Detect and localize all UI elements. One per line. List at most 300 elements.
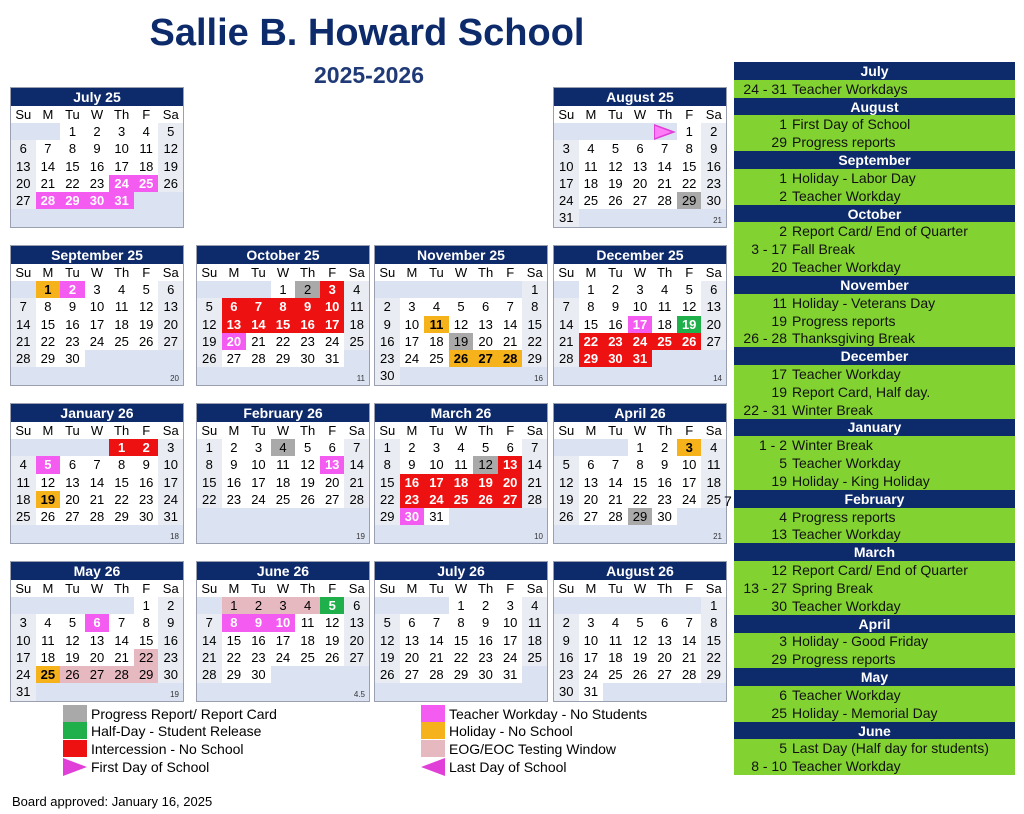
empty-day: [498, 508, 523, 525]
week-row: [11, 649, 183, 666]
calendar-day: 15: [449, 632, 474, 649]
calendar-day: 2: [554, 614, 579, 631]
month-calendar: [374, 245, 548, 386]
weekday-label: Sa: [348, 581, 365, 596]
calendar-day: 21: [652, 175, 677, 192]
empty-day: [375, 597, 400, 614]
legend-half-day: [63, 722, 261, 739]
calendar-day: 12: [375, 632, 400, 649]
instructional-day-count: 21: [713, 532, 722, 541]
calendar-day: 28: [109, 666, 134, 683]
legend-testing: [421, 740, 616, 757]
calendar-day: 23: [603, 333, 628, 350]
calendar-day: 17: [320, 316, 345, 333]
calendar-day: 16: [701, 158, 726, 175]
instructional-day-count: 18: [170, 532, 179, 541]
weekday-header: [197, 422, 369, 439]
week-row: [375, 508, 547, 525]
calendar-day: 5: [554, 456, 579, 473]
calendar-day: 17: [579, 649, 604, 666]
calendar-day: 3: [271, 597, 296, 614]
week-row: [11, 298, 183, 315]
week-row: [375, 491, 547, 508]
calendar-day: 13: [701, 298, 726, 315]
calendar-day: 10: [109, 140, 134, 157]
calendar-day: 8: [628, 456, 653, 473]
empty-day: [677, 597, 702, 614]
empty-day: [246, 508, 271, 525]
calendar-day: 25: [271, 491, 296, 508]
week-row: [197, 597, 369, 614]
calendar-day: 20: [60, 491, 85, 508]
weekday-label: Tu: [429, 581, 444, 596]
empty-day: [60, 209, 85, 226]
week-row: [375, 439, 547, 456]
calendar-day: 25: [344, 333, 369, 350]
event-row: [734, 650, 1015, 668]
empty-day: [449, 367, 474, 384]
weekday-label: Su: [15, 581, 32, 596]
event-row: [734, 365, 1015, 383]
calendar-day: 23: [554, 666, 579, 683]
calendar-day: 1: [677, 123, 702, 140]
week-row: [554, 367, 726, 384]
empty-day: [271, 508, 296, 525]
calendar-day: 1: [701, 597, 726, 614]
weekday-label: F: [685, 581, 694, 596]
event-label: Progress reports: [792, 508, 896, 525]
empty-day: [424, 597, 449, 614]
calendar-day: 20: [222, 333, 247, 350]
event-label: Teacher Workdays: [792, 80, 908, 97]
calendar-day: 28: [522, 491, 547, 508]
empty-day: [677, 525, 702, 542]
event-row: [734, 169, 1015, 187]
weekday-label: Sa: [526, 581, 543, 596]
weekday-label: Su: [558, 581, 575, 596]
calendar-day: 5: [603, 140, 628, 157]
week-row: [375, 367, 547, 384]
week-row: [197, 525, 369, 542]
empty-day: [522, 683, 547, 700]
month-heading: October: [734, 205, 1015, 223]
weekday-label: M: [228, 581, 240, 596]
calendar-day: 9: [246, 614, 271, 631]
empty-day: [652, 367, 677, 384]
weekday-label: W: [90, 581, 104, 596]
month-heading: May: [734, 668, 1015, 686]
calendar-day: 14: [554, 316, 579, 333]
month-heading: June: [734, 722, 1015, 740]
event-row: [734, 383, 1015, 401]
calendar-day: 31: [628, 350, 653, 367]
event-date: 2: [779, 187, 787, 204]
calendar-day: 4: [603, 614, 628, 631]
calendar-day: 21: [85, 491, 110, 508]
calendar-day: 20: [11, 175, 36, 192]
empty-day: [295, 683, 320, 700]
week-row: [11, 597, 183, 614]
weekday-label: Th: [478, 423, 494, 438]
calendar-day: 16: [603, 316, 628, 333]
weekday-label: Th: [300, 423, 316, 438]
calendar-day: 30: [375, 367, 400, 384]
calendar-day: 9: [652, 456, 677, 473]
calendar-day: 21: [36, 175, 61, 192]
week-row: [554, 474, 726, 491]
calendar-day: 29: [36, 350, 61, 367]
calendar-day: 15: [677, 158, 702, 175]
empty-day: [11, 209, 36, 226]
calendar-day: 11: [424, 316, 449, 333]
week-row: [554, 666, 726, 683]
calendar-day: 27: [11, 192, 36, 209]
empty-day: [60, 367, 85, 384]
calendar-day: 28: [36, 192, 61, 209]
calendar-day: 20: [628, 175, 653, 192]
month-heading: March: [734, 543, 1015, 561]
empty-day: [320, 525, 345, 542]
calendar-day: 5: [134, 281, 159, 298]
calendar-day: 26: [603, 192, 628, 209]
weekday-header: [197, 264, 369, 281]
event-row: [734, 633, 1015, 651]
empty-day: [222, 367, 247, 384]
empty-day: [271, 666, 296, 683]
calendar-day: 16: [158, 632, 183, 649]
calendar-day: 6: [320, 439, 345, 456]
month-title: July 25: [11, 88, 183, 106]
event-label: Holiday - Memorial Day: [792, 704, 938, 721]
calendar-day: 22: [522, 333, 547, 350]
calendar-day: 24: [158, 491, 183, 508]
empty-day: [222, 683, 247, 700]
month-calendar: [374, 561, 548, 702]
calendar-day: 19: [320, 632, 345, 649]
calendar-day: 10: [579, 632, 604, 649]
calendar-day: 24: [11, 666, 36, 683]
event-date: 20: [771, 259, 787, 276]
calendar-day: 24: [271, 649, 296, 666]
calendar-day: 28: [677, 666, 702, 683]
weekday-label: Sa: [705, 581, 722, 596]
calendar-day: 12: [197, 316, 222, 333]
calendar-day: 31: [498, 666, 523, 683]
month-heading: September: [734, 151, 1015, 169]
empty-day: [554, 439, 579, 456]
empty-day: [271, 683, 296, 700]
week-row: [11, 474, 183, 491]
week-row: [554, 158, 726, 175]
calendar-day: 1: [36, 281, 61, 298]
event-row: [734, 294, 1015, 312]
calendar-day: 4: [11, 456, 36, 473]
calendar-day: 25: [109, 333, 134, 350]
empty-day: [36, 209, 61, 226]
calendar-day: 30: [701, 192, 726, 209]
weekday-label: M: [406, 581, 418, 596]
calendar-day: 28: [246, 350, 271, 367]
event-label: Holiday - Labor Day: [792, 169, 916, 186]
calendar-day: 20: [701, 316, 726, 333]
calendar-day: 25: [36, 666, 61, 683]
weekday-label: W: [633, 581, 647, 596]
event-date: 3 - 17: [751, 241, 787, 258]
empty-day: [158, 350, 183, 367]
calendar-day: 3: [498, 597, 523, 614]
calendar-day: 4: [424, 298, 449, 315]
month-days: [375, 281, 547, 385]
calendar-day: 18: [271, 474, 296, 491]
legend-intercession: [63, 740, 244, 757]
calendar-day: 20: [652, 649, 677, 666]
calendar-day: 8: [271, 298, 296, 315]
weekday-label: Tu: [65, 107, 80, 122]
empty-day: [554, 597, 579, 614]
week-row: [554, 175, 726, 192]
calendar-day: 14: [603, 474, 628, 491]
calendar-day: 15: [701, 632, 726, 649]
week-row: [11, 491, 183, 508]
legend-teacher-workday: [421, 705, 647, 722]
calendar-day: 25: [579, 192, 604, 209]
event-label: Thanksgiving Break: [792, 330, 915, 347]
week-row: [11, 367, 183, 384]
calendar-day: 13: [498, 456, 523, 473]
week-row: [554, 632, 726, 649]
empty-day: [400, 597, 425, 614]
event-date: 19: [771, 312, 787, 329]
event-date: 25: [771, 704, 787, 721]
weekday-label: Tu: [251, 265, 266, 280]
calendar-day: 29: [60, 192, 85, 209]
empty-day: [11, 367, 36, 384]
calendar-day: 17: [400, 333, 425, 350]
month-calendar: [553, 87, 727, 228]
empty-day: [246, 281, 271, 298]
calendar-day: 22: [271, 333, 296, 350]
calendar-day: 3: [246, 439, 271, 456]
weekday-header: [554, 422, 726, 439]
calendar-day: 3: [628, 281, 653, 298]
empty-day: [579, 525, 604, 542]
weekday-label: Tu: [608, 265, 623, 280]
empty-day: [701, 508, 726, 525]
calendar-day: 12: [295, 456, 320, 473]
first-day-arrow-icon: [654, 124, 676, 140]
calendar-day: 27: [628, 192, 653, 209]
weekday-label: F: [328, 265, 337, 280]
event-label: Progress reports: [792, 134, 896, 151]
empty-day: [158, 192, 183, 209]
calendar-day: 19: [197, 333, 222, 350]
calendar-day: 24: [85, 333, 110, 350]
calendar-day: 17: [271, 632, 296, 649]
calendar-day: 10: [271, 614, 296, 631]
week-row: [554, 508, 726, 525]
month-days: [197, 281, 369, 385]
calendar-day: 21: [109, 649, 134, 666]
event-row: [734, 222, 1015, 240]
weekday-label: W: [454, 581, 468, 596]
week-row: [375, 298, 547, 315]
calendar-day: 22: [134, 649, 159, 666]
weekday-label: M: [585, 581, 597, 596]
calendar-day: 24: [246, 491, 271, 508]
weekday-label: Su: [558, 265, 575, 280]
weekday-label: W: [90, 423, 104, 438]
calendar-day: 27: [158, 333, 183, 350]
calendar-day: 27: [579, 508, 604, 525]
week-row: [375, 666, 547, 683]
calendar-day: 23: [60, 333, 85, 350]
week-row: [375, 597, 547, 614]
first-day-arrow-icon: [63, 758, 87, 776]
event-label: Last Day (Half day for students): [792, 740, 989, 757]
calendar-day: 29: [109, 508, 134, 525]
event-date: 22 - 31: [743, 401, 787, 418]
event-date: 8 - 10: [751, 758, 787, 775]
empty-day: [85, 525, 110, 542]
calendar-day: 7: [498, 298, 523, 315]
calendar-day: 9: [701, 140, 726, 157]
calendar-day: 31: [554, 209, 579, 226]
calendar-day: 15: [628, 474, 653, 491]
month-title: August 26: [554, 562, 726, 580]
week-row: [375, 333, 547, 350]
empty-day: [11, 123, 36, 140]
calendar-day: 4: [701, 439, 726, 456]
weekday-label: Th: [657, 107, 673, 122]
calendar-day: 1: [449, 597, 474, 614]
month-title: March 26: [375, 404, 547, 422]
empty-day: [11, 281, 36, 298]
empty-day: [197, 367, 222, 384]
month-calendar: [553, 245, 727, 386]
calendar-day: 24: [109, 175, 134, 192]
empty-day: [344, 508, 369, 525]
weekday-label: Tu: [429, 265, 444, 280]
month-calendar: [196, 245, 370, 386]
calendar-day: 18: [344, 316, 369, 333]
weekday-label: Su: [15, 265, 32, 280]
calendar-day: 8: [134, 614, 159, 631]
empty-day: [85, 209, 110, 226]
board-approved-note: Board approved: January 16, 2025: [12, 794, 213, 809]
calendar-day: 18: [424, 333, 449, 350]
calendar-day: 10: [320, 298, 345, 315]
calendar-day: 26: [449, 350, 474, 367]
calendar-day: 15: [222, 632, 247, 649]
calendar-day: 11: [603, 632, 628, 649]
week-row: [197, 666, 369, 683]
calendar-day: 7: [85, 456, 110, 473]
calendar-day: 6: [222, 298, 247, 315]
calendar-day: 15: [109, 474, 134, 491]
calendar-day: 22: [197, 491, 222, 508]
calendar-day: 2: [603, 281, 628, 298]
empty-day: [197, 525, 222, 542]
month-days: [11, 597, 183, 701]
empty-day: [36, 439, 61, 456]
month-days: [554, 439, 726, 543]
calendar-day: 6: [628, 140, 653, 157]
month-heading: July: [734, 62, 1015, 80]
empty-day: [109, 209, 134, 226]
calendar-day: 30: [134, 508, 159, 525]
calendar-day: 12: [36, 474, 61, 491]
calendar-day: 27: [701, 333, 726, 350]
calendar-day: 6: [473, 298, 498, 315]
event-row: [734, 704, 1015, 722]
empty-day: [473, 508, 498, 525]
weekday-label: Tu: [608, 107, 623, 122]
calendar-day: 9: [134, 456, 159, 473]
weekday-label: W: [633, 107, 647, 122]
week-row: [197, 491, 369, 508]
calendar-day: 14: [109, 632, 134, 649]
calendar-day: 28: [344, 491, 369, 508]
calendar-day: 31: [579, 683, 604, 700]
calendar-day: 13: [320, 456, 345, 473]
calendar-day: 9: [375, 316, 400, 333]
empty-day: [197, 683, 222, 700]
calendar-day: 1: [271, 281, 296, 298]
calendar-day: 13: [344, 614, 369, 631]
calendar-day: 17: [677, 474, 702, 491]
event-label: Holiday - Veterans Day: [792, 294, 936, 311]
calendar-day: 3: [85, 281, 110, 298]
event-label: Holiday - King Holiday: [792, 472, 930, 489]
month-calendar: [196, 403, 370, 544]
calendar-day: 4: [271, 439, 296, 456]
calendar-day: 7: [344, 439, 369, 456]
calendar-day: 17: [85, 316, 110, 333]
month-heading: November: [734, 276, 1015, 294]
weekday-label: M: [42, 423, 54, 438]
empty-day: [628, 525, 653, 542]
instructional-day-count: 10: [534, 532, 543, 541]
week-row: [375, 350, 547, 367]
empty-day: [134, 683, 159, 700]
weekday-label: W: [276, 581, 290, 596]
event-row: [734, 597, 1015, 615]
week-row: [375, 683, 547, 700]
calendar-day: 27: [400, 666, 425, 683]
calendar-day: 13: [579, 474, 604, 491]
calendar-day: 6: [701, 281, 726, 298]
calendar-day: 13: [158, 298, 183, 315]
calendar-day: 12: [158, 140, 183, 157]
calendar-day: 4: [522, 597, 547, 614]
calendar-day: 26: [473, 491, 498, 508]
empty-day: [603, 123, 628, 140]
month-days: [554, 281, 726, 385]
calendar-day: 28: [197, 666, 222, 683]
event-label: Teacher Workday: [792, 686, 901, 703]
empty-day: [60, 525, 85, 542]
calendar-day: 26: [677, 333, 702, 350]
week-row: [375, 281, 547, 298]
week-row: [197, 474, 369, 491]
calendar-day: 16: [652, 474, 677, 491]
calendar-day: 31: [424, 508, 449, 525]
empty-day: [554, 281, 579, 298]
event-label: Teacher Workday: [792, 758, 901, 775]
calendar-day: 23: [85, 175, 110, 192]
calendar-day: 7: [603, 456, 628, 473]
empty-day: [603, 209, 628, 226]
